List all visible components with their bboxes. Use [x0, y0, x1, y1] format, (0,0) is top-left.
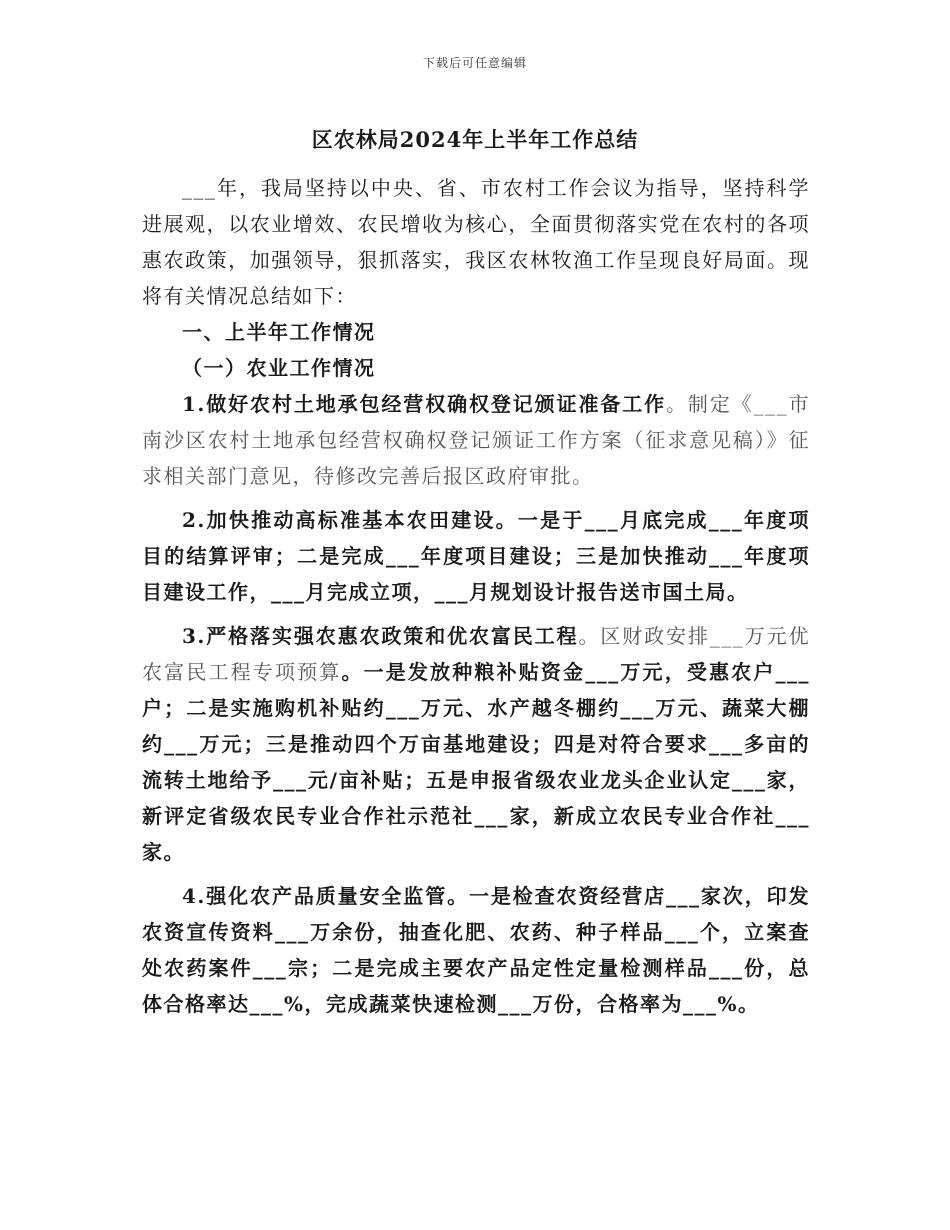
document-title: 区农林局2024年上半年工作总结	[311, 127, 639, 152]
item-2-text: 2.加快推动高标准基本农田建设。一是于___月底完成___年度项目的结算评审；二是完成___年度项目建设；三是加快推动___年度项目建设工作，___月完成立项，___月规划设计报告送市国土局。	[142, 508, 810, 604]
item-3-heading: 3.严格落实强农惠农政策和优农富民工程	[182, 624, 579, 648]
item-4-text: 4.强化农产品质量安全监管。一是检查农资经营店___家次，印发农资宣传资料___万余份，抽查化肥、农药、种子样品___个，立案查处农药案件___宗；二是完成主要农产品定性定量检测样品___份，总体合格率达___%，完成蔬菜快速检测___万份，合格率为___%。	[142, 884, 810, 1016]
item-1-text: 。制定《___市南沙区农村土地承包经营权确权登记颁证工作方案（征求意见稿）》征求相关部门意见，待修改完善后报区政府审批。	[142, 392, 810, 488]
item-2-paragraph	[142, 502, 810, 610]
item-3-budget-text: 。区财政安排___万元优农富民工程专项预算	[142, 624, 810, 684]
item-1-heading: 1.做好农村土地承包经营权确权登记颁证准备工作	[182, 392, 667, 416]
item-3-paragraph	[142, 618, 810, 870]
item-1-paragraph	[142, 386, 810, 494]
subsection-heading-1: （一）农业工作情况	[182, 356, 376, 380]
item-3-text: 。一是发放种粮补贴资金___万元，受惠农户___户；二是实施购机补贴约___万元、水产越冬棚约___万元、蔬菜大棚约___万元；三是推动四个万亩基地建设；四是对符合要求___多亩的流转土地给予___元/亩补贴；五是申报省级农业龙头企业认定___家，新评定省级农民专业合作社示范社___家，新成立农民专业合作社___家。	[142, 660, 811, 864]
item-4-paragraph	[142, 878, 810, 1022]
section-heading-1: 一、上半年工作情况	[182, 320, 376, 344]
intro-paragraph	[142, 170, 810, 314]
document-body	[142, 170, 810, 1022]
page-header-note: 下载后可任意编辑	[422, 56, 527, 70]
intro-text: ___年，我局坚持以中央、省、市农村工作会议为指导，坚持科学进展观，以农业增效、农民增收为核心，全面贯彻落实党在农村的各项惠农政策，加强领导，狠抓落实，我区农林牧渔工作呈现良好局面。现将有关情况总结如下：	[142, 176, 810, 308]
